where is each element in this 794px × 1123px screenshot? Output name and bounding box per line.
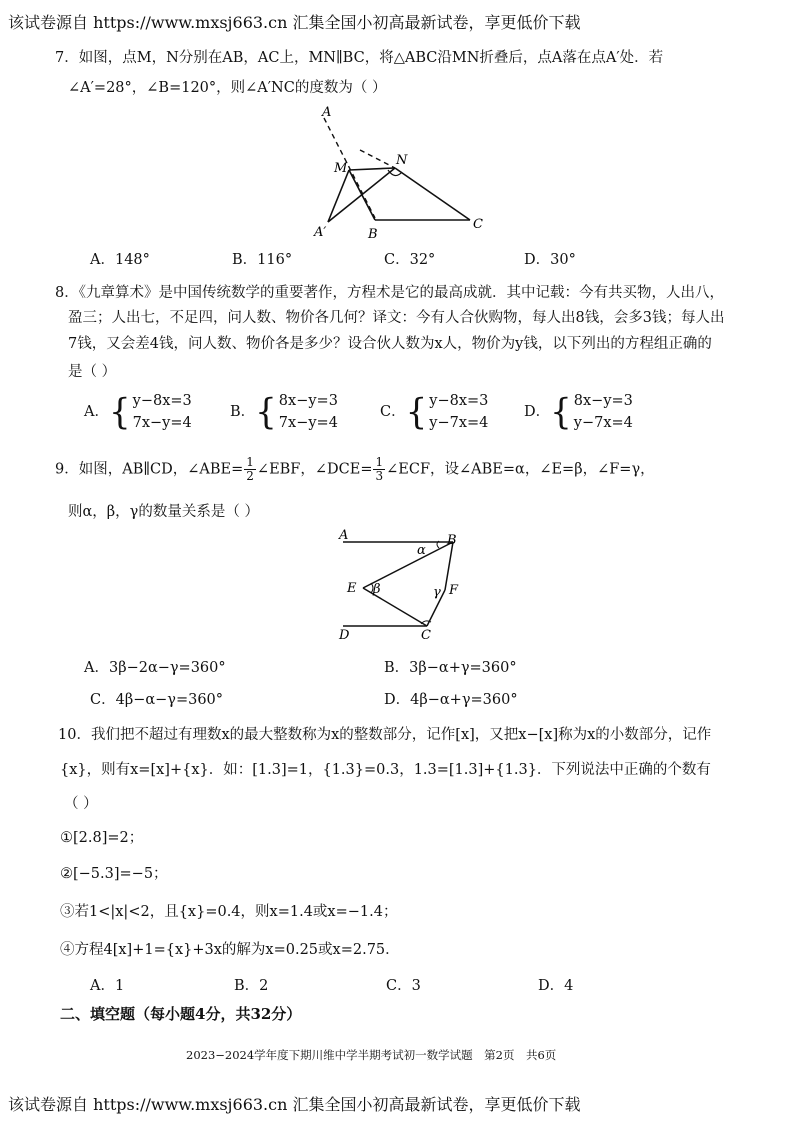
- q10-item-3: ③若1<|x|<2，且{x}=0.4，则x=1.4或x=−1.4；: [60, 904, 398, 920]
- q9-line1-c: ∠ECF，设∠ABE=α，∠E=β，∠F=γ，: [386, 461, 655, 478]
- q10-line3: （ ）: [64, 796, 98, 812]
- q8-option-a-eq2: 7x−y=4: [132, 415, 192, 431]
- q8-option-a-label: A．: [84, 404, 109, 420]
- q10-item-2: ②[−5.3]=−5；: [60, 866, 168, 882]
- q8-line1: 8．《九章算术》是中国传统数学的重要著作，方程术是它的最高成就．其中记载：今有共买物，人出八，: [55, 285, 724, 301]
- q9-option-a[interactable]: A．3β−2α−γ=360°: [84, 660, 226, 676]
- q8-option-a-eq1: y−8x=3: [132, 393, 192, 409]
- q7-label-A1: A′: [314, 225, 327, 240]
- q9-label-gamma: γ: [433, 585, 441, 600]
- q7-dashed-AN: [360, 150, 395, 168]
- q10-option-d[interactable]: D．4: [538, 978, 574, 994]
- q7-dashed-AB: [324, 118, 375, 218]
- q9-label-beta: β: [373, 582, 381, 597]
- q9-label-E: E: [347, 581, 357, 596]
- q8-line4: 是（ ）: [68, 364, 117, 380]
- q7-option-d[interactable]: D．30°: [524, 252, 576, 268]
- q10-item-1: ①[2.8]=2；: [60, 830, 144, 846]
- q8-option-b-eq1: 8x−y=3: [278, 393, 338, 409]
- q9-label-F: F: [449, 583, 459, 598]
- q7-label-A: A: [322, 105, 332, 120]
- q8-option-c-label: C．: [380, 404, 406, 420]
- section-2-heading: 二、填空题（每小题4分，共32分）: [60, 1005, 302, 1023]
- q7-option-b[interactable]: B．116°: [232, 252, 293, 268]
- q9-frac1-num: 1: [246, 455, 254, 469]
- q8-option-a[interactable]: [84, 390, 192, 434]
- q8-option-b[interactable]: [230, 390, 338, 434]
- q7-line1: 7．如图，点M，N分别在AB，AC上，MN∥BC，将△ABC沿MN折叠后，点A落在点A′处．若: [55, 50, 664, 66]
- q9-figure: [335, 528, 475, 643]
- q7-label-C: C: [473, 217, 483, 232]
- page-footer: 2023−2024学年度下期川维中学半期考试初一数学试题 第2页 共6页: [186, 1048, 557, 1062]
- source-header: 该试卷源自 https://www.mxsj663.cn 汇集全国小初高最新试卷，享更低价下载: [8, 13, 581, 32]
- q8-option-d-label: D．: [524, 404, 551, 420]
- q9-option-d[interactable]: D．4β−α+γ=360°: [384, 692, 518, 708]
- q9-line1: [55, 456, 655, 483]
- q10-line2: {x}，则有x=[x]+{x}．如：[1.3]=1，{1.3}=0.3，1.3=[1.3]+{1.3}．下列说法中正确的个数有: [60, 762, 711, 778]
- q9-option-c[interactable]: C．4β−α−γ=360°: [90, 692, 224, 708]
- q8-option-c[interactable]: [380, 390, 488, 434]
- q9-frac1-den: 2: [246, 469, 254, 483]
- q9-line2: 则α，β，γ的数量关系是（ ）: [68, 504, 259, 520]
- q9-frac2-den: 3: [375, 469, 384, 483]
- q8-line2: 盈三；人出七，不足四，问人数、物价各几何？译文：今有人合伙购物，每人出8钱，会多3钱；每人出: [68, 310, 725, 326]
- q7-line-NC: [395, 168, 470, 220]
- q8-option-b-eq2: 7x−y=4: [278, 415, 338, 431]
- q9-frac2: [373, 456, 385, 483]
- q9-label-C: C: [421, 628, 431, 643]
- q9-frac1: [244, 456, 256, 483]
- q8-line3: 7钱，又会差4钱，问人数、物价各是多少？设合伙人数为x人，物价为y钱，以下列出的方程组正确的: [68, 336, 712, 352]
- q8-option-c-brace: {: [405, 391, 428, 433]
- q7-option-c[interactable]: C．32°: [384, 252, 436, 268]
- q8-option-a-brace: {: [108, 391, 131, 433]
- q10-option-b[interactable]: B．2: [234, 978, 269, 994]
- q10-option-a[interactable]: A．1: [90, 978, 125, 994]
- q7-label-M: M: [334, 161, 348, 176]
- q8-option-d-eq1: 8x−y=3: [573, 393, 633, 409]
- q10-option-c[interactable]: C．3: [386, 978, 421, 994]
- q9-option-b[interactable]: B．3β−α+γ=360°: [384, 660, 517, 676]
- q7-option-a[interactable]: A．148°: [90, 252, 150, 268]
- q8-option-b-label: B．: [230, 404, 256, 420]
- q8-option-c-eq2: y−7x=4: [429, 415, 489, 431]
- q9-label-B: B: [447, 533, 457, 548]
- q7-figure: [300, 100, 500, 245]
- q8-option-d-brace: {: [550, 391, 572, 433]
- source-footer: 该试卷源自 https://www.mxsj663.cn 汇集全国小初高最新试卷，享更低价下载: [8, 1095, 581, 1114]
- q8-option-b-brace: {: [255, 391, 277, 433]
- q9-frac2-num: 1: [375, 455, 384, 469]
- q9-line1-b: ∠EBF，∠DCE=: [256, 461, 373, 478]
- q9-label-alpha: α: [417, 543, 426, 558]
- q9-label-A: A: [339, 528, 349, 543]
- q7-label-B: B: [368, 227, 378, 242]
- q10-line1: 10．我们把不超过有理数x的最大整数称为x的整数部分，记作[x]，又把x−[x]称为x的小数部分，记作: [58, 727, 712, 743]
- q9-label-D: D: [339, 628, 350, 643]
- q10-item-4: ④方程4[x]+1={x}+3x的解为x=0.25或x=2.75．: [60, 942, 400, 958]
- q8-option-d[interactable]: [524, 390, 633, 434]
- q9-line1-a: 9．如图，AB∥CD，∠ABE=: [55, 461, 244, 478]
- q8-option-c-eq1: y−8x=3: [429, 393, 489, 409]
- q8-option-d-eq2: y−7x=4: [573, 415, 633, 431]
- q7-line2: ∠A′=28°，∠B=120°，则∠A′NC的度数为（ ）: [68, 80, 387, 96]
- q7-label-N: N: [396, 153, 408, 168]
- q7-line-MN: [349, 168, 395, 170]
- q7-line-MB: [349, 170, 375, 220]
